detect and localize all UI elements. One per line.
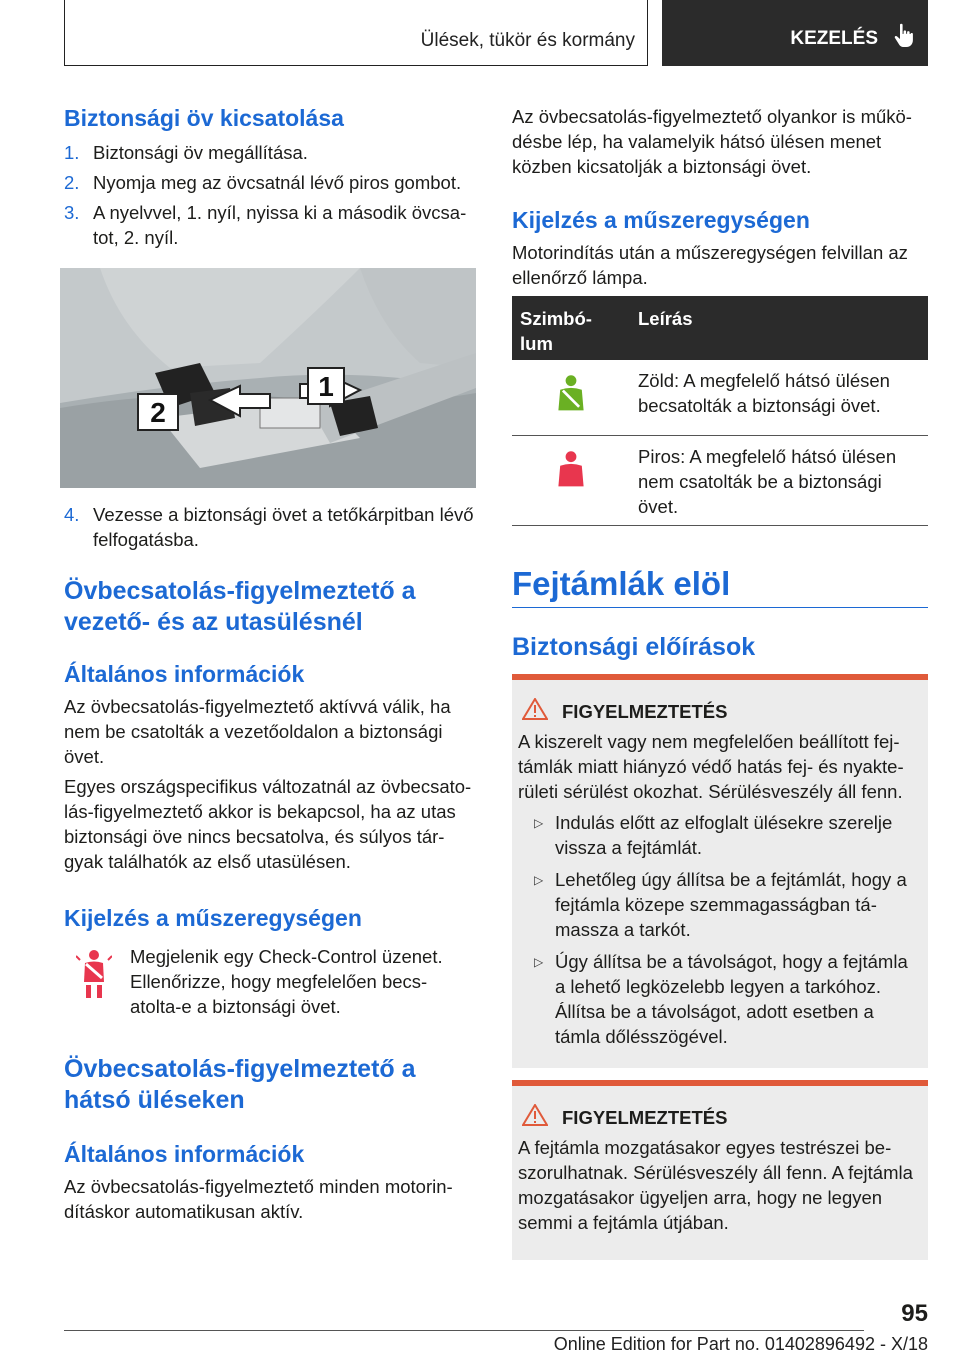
seatbelt-unfastened-red-icon <box>553 450 589 499</box>
step-number: 2. <box>64 172 80 193</box>
warning-list <box>512 804 928 1072</box>
running-header-section <box>64 0 648 66</box>
seatbelt-warning-icon <box>76 948 112 1000</box>
list-item <box>64 502 476 552</box>
step-text: A nyelvvel, 1. nyíl, nyissa ki a második övcsa-tot, 2. nyíl. <box>93 202 467 248</box>
description-cell: Zöld: A megfelelő hátsó ülésen becsatolták a biztonsági övet. <box>638 370 890 416</box>
warning-text: A kiszerelt vagy nem megfelelően beállított fej-támlák miatt hiányzó védő hatás fej- és nyakte-rületi sérülést okozhat. Sérülésveszély áll fenn. <box>518 731 904 802</box>
headrests-heading: Fejtámlák elöl <box>512 564 928 608</box>
footer-divider <box>64 1330 864 1331</box>
warning-title: FIGYELMEZTETÉS <box>562 1106 728 1128</box>
step-number: 3. <box>64 202 80 223</box>
list-item <box>520 867 920 942</box>
arrow-label-2: 2 <box>150 397 166 428</box>
list-item <box>64 140 476 165</box>
list-item <box>64 200 476 250</box>
front-general-heading: Általános információk <box>64 661 305 687</box>
seatbelt-buckle-photo <box>60 268 476 488</box>
front-general-p2: Egyes országspecifikus változatnál az övbecsato-lás-figyelmeztető akkor is bekapcsol, ha az utas biztonsági öve nincs becsatolva, és súlyos tár-gyak találhatók az első utasülésen. <box>64 776 472 872</box>
description-cell: Piros: A megfelelő hátsó ülésen nem csatolták be a biztonsági övet. <box>638 446 897 517</box>
bullet-triangle-icon: ▷ <box>534 955 544 969</box>
step-number: 4. <box>64 504 80 525</box>
rear-general-p2: Az övbecsatolás-figyelmeztető olyankor is műkö-désbe lép, ha valamelyik hátsó ülésen menet közben kicsatolják a biztonsági övet. <box>512 106 912 177</box>
chapter-title: KEZELÉS <box>790 28 878 49</box>
list-item <box>520 810 920 860</box>
indicator-table <box>512 296 928 526</box>
front-display-heading: Kijelzés a műszeregységen <box>64 905 362 931</box>
step-text: Biztonsági öv megállítása. <box>93 142 308 163</box>
warning-triangle-icon <box>522 1104 548 1131</box>
hand-pointer-icon <box>892 22 918 56</box>
warning-title: FIGYELMEZTETÉS <box>562 700 728 722</box>
unfasten-heading: Biztonsági öv kicsatolása <box>64 105 344 131</box>
arrow-label-1: 1 <box>318 371 334 402</box>
chapter-tab <box>662 0 928 66</box>
table-row <box>512 360 928 436</box>
rear-display-text: Motorindítás után a műszeregységen felvillan az ellenőrző lámpa. <box>512 242 908 288</box>
list-item-text: Lehetőleg úgy állítsa be a fejtámlát, hogy a fejtámla közepe szemmagasságban tá-massza a tarkót. <box>555 869 907 940</box>
rear-general-heading: Általános információk <box>64 1141 305 1167</box>
bullet-triangle-icon: ▷ <box>534 816 544 830</box>
safety-heading: Biztonsági előírások <box>512 633 756 661</box>
header-symbol: Szimbó-lum <box>520 308 592 354</box>
front-general-p1: Az övbecsatolás-figyelmeztető aktívvá válik, ha nem be csatolták a vezetőoldalon a biztonsági övet. <box>64 696 451 767</box>
warning-text: A fejtámla mozgatásakor egyes testrészei be-szorulhatnak. Sérülésveszély áll fenn. A fejtámla mozgatásakor ügyeljen arra, hogy ne legyen semmi a fejtámla útjában. <box>518 1137 913 1233</box>
table-header <box>512 296 928 360</box>
step-text: Vezesse a biztonsági övet a tetőkárpitban lévő felfogatásba. <box>93 504 474 550</box>
header-description: Leírás <box>638 308 693 329</box>
symbol-cell <box>512 436 630 525</box>
unfasten-steps-cont <box>64 502 476 557</box>
edition-footer: Online Edition for Part no. 01402896492 - X/18 <box>553 1334 928 1354</box>
warning-triangle-icon <box>522 698 548 725</box>
warning-title-row <box>512 1086 928 1131</box>
warning-box-1 <box>512 674 928 1068</box>
table-row <box>512 436 928 526</box>
rear-general-p1: Az övbecsatolás-figyelmeztető minden motorin-dításkor automatikusan aktív. <box>64 1176 453 1222</box>
step-text: Nyomja meg az övcsatnál lévő piros gombot. <box>93 172 462 193</box>
warning-title-row <box>512 680 928 725</box>
rear-reminder-heading: Övbecsatolás-figyelmeztető a hátsó üléseken <box>64 1055 416 1114</box>
front-display-text: Megjelenik egy Check-Control üzenet. Ellenőrizze, hogy megfelelően becs-atolta-e a biztonsági övet. <box>130 946 443 1017</box>
page-number: 95 <box>901 1300 928 1327</box>
section-title: Ülések, tükör és kormány <box>420 30 635 51</box>
unfasten-steps <box>64 140 476 255</box>
warning-box-2 <box>512 1080 928 1260</box>
front-reminder-heading: Övbecsatolás-figyelmeztető a vezető- és az utasülésnél <box>64 577 416 636</box>
list-item-text: Indulás előtt az elfoglalt ülésekre szerelje vissza a fejtámlát. <box>555 812 893 858</box>
bullet-triangle-icon: ▷ <box>534 873 544 887</box>
seatbelt-fastened-green-icon <box>553 374 589 423</box>
list-item-text: Úgy állítsa be a távolságot, hogy a fejtámla a lehető legközelebb legyen a tarkóhoz. Állítsa be a távolságot, adott esetben a támla dőlésszögével. <box>555 951 908 1047</box>
rear-display-heading: Kijelzés a műszeregységen <box>512 207 810 233</box>
step-number: 1. <box>64 142 80 163</box>
symbol-cell <box>512 360 630 435</box>
list-item <box>520 949 920 1049</box>
list-item <box>64 170 476 195</box>
